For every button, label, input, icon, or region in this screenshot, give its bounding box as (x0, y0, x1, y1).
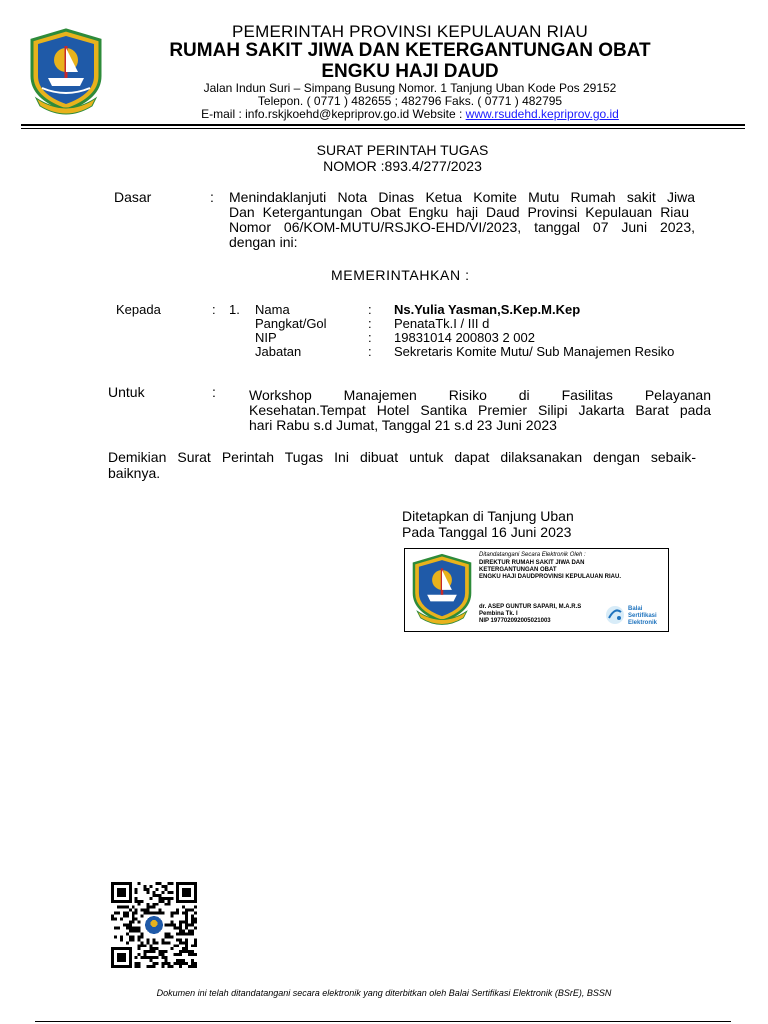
signature-title-3: ENGKU HAJI DAUDPROVINSI KEPULAUAN RIAU. (479, 574, 622, 580)
field-nama-colon: : (368, 302, 372, 317)
header-phone: Telepon. ( 0771 ) 482655 ; 482796 Faks. ( 0771 ) 482795 (257, 94, 563, 108)
ditetapkan-place: Ditetapkan di Tanjung Uban (402, 508, 574, 524)
bsre-label-3: Elektronik (628, 620, 658, 626)
untuk-line-2: Kesehatan.Tempat Hotel Santika Premier Silipi Jakarta Barat pada (249, 402, 711, 418)
header-email: E-mail : info.rskjkoehd@kepriprov.go.id Website : (201, 107, 466, 121)
dasar-line-4: dengan ini: (229, 234, 298, 250)
header-divider (21, 124, 745, 126)
bsre-logo-icon (605, 605, 625, 625)
footer-rule (35, 1021, 731, 1022)
qr-code (111, 882, 197, 968)
field-nama-label: Nama (255, 302, 290, 317)
field-nama-value: Ns.Yulia Yasman,S.Kep.M.Kep (394, 302, 581, 317)
field-jabatan-colon: : (368, 344, 372, 359)
signature-nip: NIP 197702092005021003 (479, 618, 551, 624)
untuk-line-1: Workshop Manajemen Risiko di Fasilitas Pelayanan (249, 387, 711, 403)
untuk-line-3: hari Rabu s.d Jumat, Tanggal 21 s.d 23 Juni 2023 (249, 417, 557, 433)
header-hospital-name: RUMAH SAKIT JIWA DAN KETERGANTUNGAN OBAT (169, 40, 651, 61)
memerintahkan-heading: MEMERINTAHKAN : (331, 267, 470, 283)
dasar-label: Dasar (114, 189, 152, 205)
bsre-label-2: Sertifikasi (628, 613, 657, 619)
field-nip-colon: : (368, 330, 372, 345)
kepada-number: 1. (229, 302, 240, 317)
kepada-colon: : (212, 302, 216, 317)
untuk-label: Untuk (108, 384, 145, 400)
dasar-line-1: Menindaklanjuti Nota Dinas Ketua Komite Mutu Rumah sakit Jiwa (229, 189, 695, 205)
signature-title-2: KETERGANTUNGAN OBAT (479, 567, 557, 573)
ditetapkan-date: Pada Tanggal 16 Juni 2023 (402, 524, 572, 540)
signature-logo (409, 551, 475, 627)
signature-signed-by: Ditandatangani Secara Elektronik Oleh : (479, 552, 586, 558)
field-pangkat-value: PenataTk.I / III d (394, 316, 490, 331)
header-government: PEMERINTAH PROVINSI KEPULAUAN RIAU (232, 22, 588, 41)
untuk-colon: : (212, 384, 216, 400)
document-title: SURAT PERINTAH TUGAS (316, 142, 489, 158)
website-link[interactable]: www.rsudehd.kepriprov.go.id (465, 107, 619, 121)
footer-note: Dokumen ini telah ditandatangani secara elektronik yang diterbitkan oleh Balai Sertifikasi Elektronik (BSrE), BSSN (156, 988, 612, 998)
document-number: NOMOR :893.4/277/2023 (323, 158, 482, 174)
field-jabatan-value: Sekretaris Komite Mutu/ Sub Manajemen Resiko (394, 344, 675, 359)
header-hospital-name-2: ENGKU HAJI DAUD (321, 61, 499, 82)
closing-line-1: Demikian Surat Perintah Tugas Ini dibuat untuk dapat dilaksanakan dengan sebaik- (108, 449, 696, 465)
header-divider-thin (21, 128, 745, 129)
header-address: Jalan Indun Suri – Simpang Busung Nomor. 1 Tanjung Uban Kode Pos 29152 (203, 81, 617, 95)
header-contact (0, 107, 768, 121)
bsre-label-1: Balai (628, 606, 643, 612)
dasar-line-2: Dan Ketergantungan Obat Engku haji Daud Provinsi Kepulauan Riau (229, 204, 689, 220)
signature-title-1: DIREKTUR RUMAH SAKIT JIWA DAN (479, 560, 585, 566)
dasar-line-3: Nomor 06/KOM-MUTU/RSJKO-EHD/VI/2023, tanggal 07 Juni 2023, (229, 219, 695, 235)
closing-line-2: baiknya. (108, 465, 161, 481)
field-pangkat-colon: : (368, 316, 372, 331)
field-nip-value: 19831014 200803 2 002 (394, 330, 535, 345)
kepada-label: Kepada (116, 302, 161, 317)
dasar-colon: : (210, 189, 214, 205)
field-nip-label: NIP (255, 330, 277, 345)
signature-rank: Pembina Tk. I (479, 611, 518, 617)
electronic-signature-box (404, 548, 669, 632)
signature-name: dr. ASEP GUNTUR SAPARI, M.A.R.S (479, 604, 582, 610)
field-pangkat-label: Pangkat/Gol (255, 316, 327, 331)
field-jabatan-label: Jabatan (255, 344, 302, 359)
